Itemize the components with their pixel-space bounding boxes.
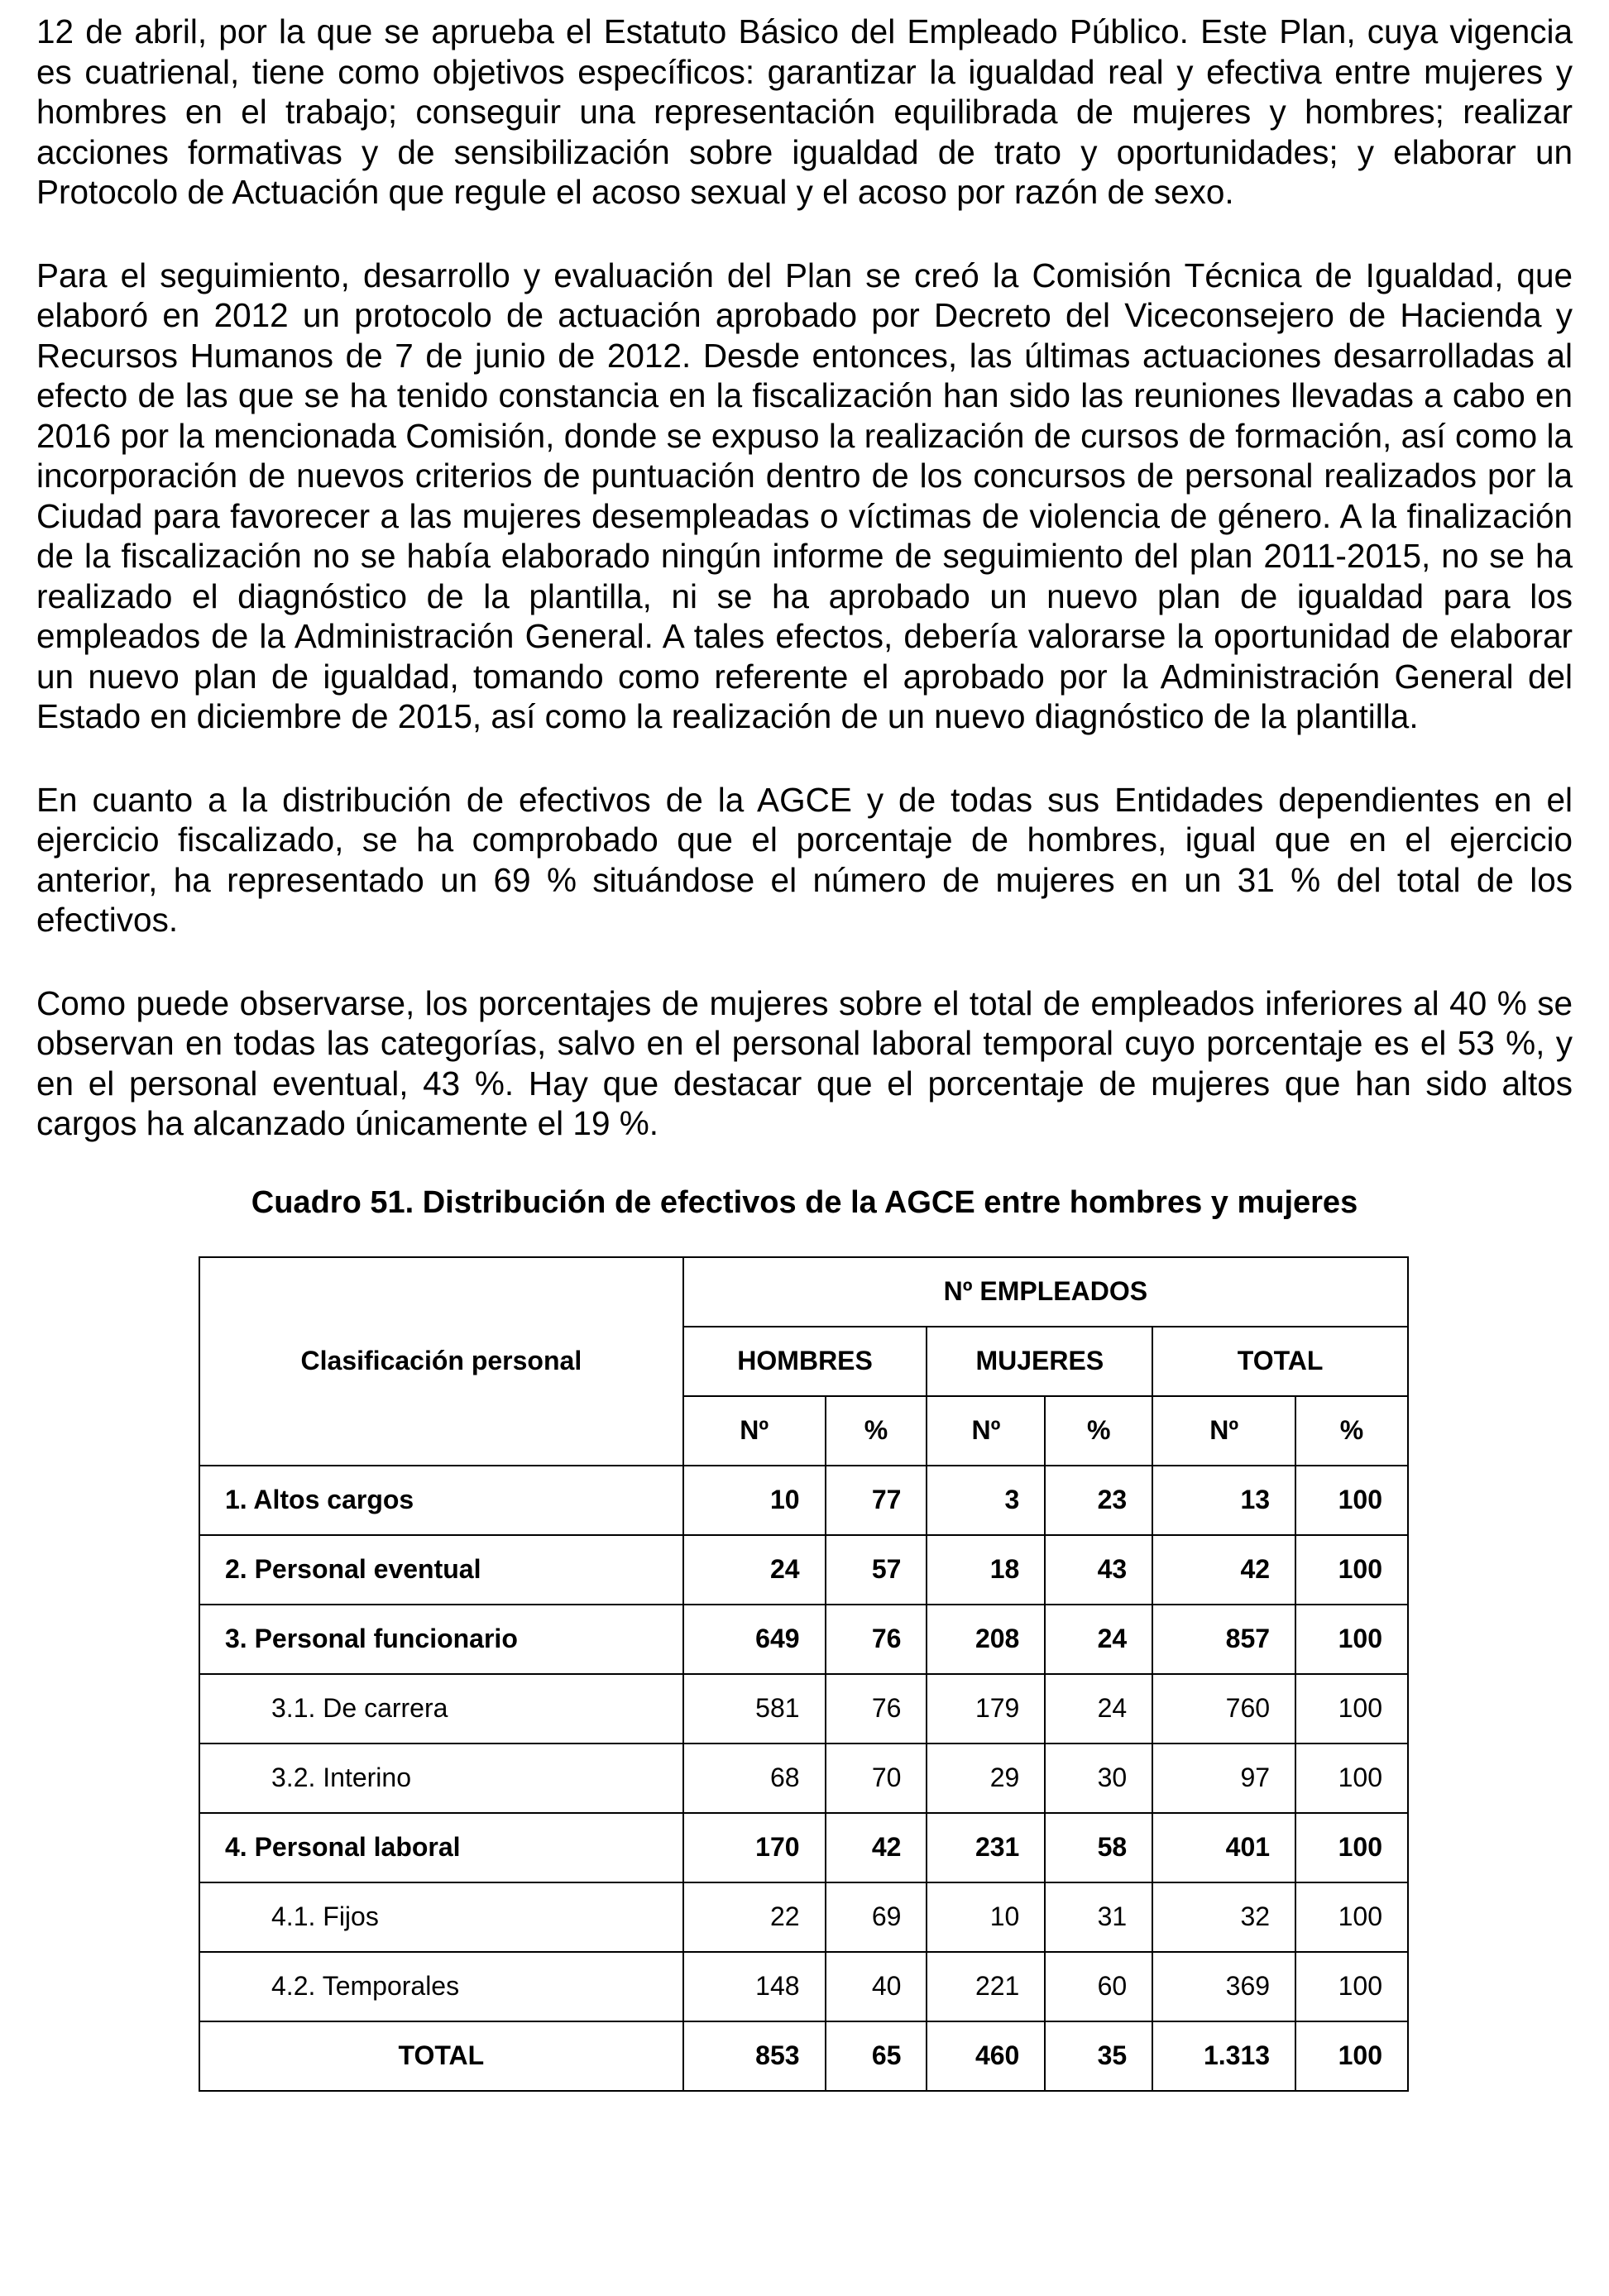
cell-men-percent: 69	[826, 1882, 927, 1952]
table-row	[199, 1813, 1408, 1882]
table-row	[199, 2021, 1408, 2091]
cell-total-number: 1.313	[1152, 2021, 1295, 2091]
header-women-percent: %	[1045, 1396, 1152, 1466]
table-row	[199, 1535, 1408, 1605]
cell-women-percent: 24	[1045, 1605, 1152, 1674]
cell-women-percent: 23	[1045, 1466, 1152, 1535]
cell-total-percent: 100	[1295, 1744, 1408, 1813]
header-men-percent: %	[826, 1396, 927, 1466]
cell-women-percent: 43	[1045, 1535, 1152, 1605]
row-label: 3.1. De carrera	[199, 1674, 683, 1744]
cell-total-percent: 100	[1295, 1813, 1408, 1882]
cell-women-number: 29	[927, 1744, 1045, 1813]
table-row	[199, 1466, 1408, 1535]
cell-women-number: 208	[927, 1605, 1045, 1674]
cell-men-number: 24	[683, 1535, 826, 1605]
cell-total-number: 369	[1152, 1952, 1295, 2021]
row-label: 3.2. Interino	[199, 1744, 683, 1813]
header-total: TOTAL	[1152, 1327, 1408, 1396]
table-row	[199, 1744, 1408, 1813]
cell-total-percent: 100	[1295, 1882, 1408, 1952]
staff-distribution-table	[199, 1256, 1409, 2092]
table-row	[199, 1952, 1408, 2021]
cell-women-number: 3	[927, 1466, 1045, 1535]
cell-total-percent: 100	[1295, 1605, 1408, 1674]
header-men-number: Nº	[683, 1396, 826, 1466]
row-label: TOTAL	[199, 2021, 683, 2091]
cell-men-number: 581	[683, 1674, 826, 1744]
cell-men-percent: 76	[826, 1605, 927, 1674]
cell-women-percent: 58	[1045, 1813, 1152, 1882]
cell-total-number: 32	[1152, 1882, 1295, 1952]
cell-total-percent: 100	[1295, 1466, 1408, 1535]
row-label: 4. Personal laboral	[199, 1813, 683, 1882]
paragraph-plan-objectives: 12 de abril, por la que se aprueba el Estatuto Básico del Empleado Público. Este Plan, cuya vigencia es cuatrienal, tiene como objetivos específicos: garantizar la igualdad real y efectiva entre mujeres y hombres en el trabajo; conseguir una representación equilibrada de mujeres y hombres; realizar acciones formativas y de sensibilización sobre igualdad de trato y oportunidades; y elaborar un Protocolo de Actuación que regule el acoso sexual y el acoso por razón de sexo.	[36, 12, 1573, 211]
cell-women-percent: 35	[1045, 2021, 1152, 2091]
cell-total-number: 97	[1152, 1744, 1295, 1813]
header-classification: Clasificación personal	[199, 1257, 683, 1466]
header-women-number: Nº	[927, 1396, 1045, 1466]
cell-men-percent: 70	[826, 1744, 927, 1813]
cell-women-number: 221	[927, 1952, 1045, 2021]
cell-total-number: 42	[1152, 1535, 1295, 1605]
cell-total-number: 760	[1152, 1674, 1295, 1744]
table-row	[199, 1882, 1408, 1952]
cell-total-number: 401	[1152, 1813, 1295, 1882]
cell-men-number: 853	[683, 2021, 826, 2091]
cell-total-number: 857	[1152, 1605, 1295, 1674]
row-label: 4.2. Temporales	[199, 1952, 683, 2021]
cell-total-percent: 100	[1295, 1535, 1408, 1605]
row-label: 1. Altos cargos	[199, 1466, 683, 1535]
header-women: MUJERES	[927, 1327, 1152, 1396]
header-employees: Nº EMPLEADOS	[683, 1257, 1408, 1327]
header-total-percent: %	[1295, 1396, 1408, 1466]
cell-men-number: 10	[683, 1466, 826, 1535]
paragraph-equality-commission: Para el seguimiento, desarrollo y evaluación del Plan se creó la Comisión Técnica de Igualdad, que elaboró en 2012 un protocolo de actuación aprobado por Decreto del Viceconsejero de Hacienda y Recursos Humanos de 7 de junio de 2012. Desde entonces, las últimas actuaciones desarrolladas al efecto de las que se ha tenido constancia en la fiscalización han sido las reuniones llevadas a cabo en 2016 por la mencionada Comisión, donde se expuso la realización de cursos de formación, así como la incorporación de nuevos criterios de puntuación dentro de los concursos de personal realizados por la Ciudad para favorecer a las mujeres desempleadas o víctimas de violencia de género. A la finalización de la fiscalización no se había elaborado ningún informe de seguimiento del plan 2011-2015, no se ha realizado el diagnóstico de la plantilla, ni se ha aprobado un nuevo plan de igualdad para los empleados de la Administración General. A tales efectos, debería valorarse la oportunidad de elaborar un nuevo plan de igualdad, tomando como referente el aprobado por la Administración General del Estado en diciembre de 2015, así como la realización de un nuevo diagnóstico de la plantilla.	[36, 256, 1573, 735]
header-men: HOMBRES	[683, 1327, 927, 1396]
table-header-row-1	[199, 1257, 1408, 1327]
cell-men-number: 22	[683, 1882, 826, 1952]
cell-total-percent: 100	[1295, 2021, 1408, 2091]
cell-men-number: 170	[683, 1813, 826, 1882]
row-label: 4.1. Fijos	[199, 1882, 683, 1952]
cell-men-percent: 40	[826, 1952, 927, 2021]
table-row	[199, 1674, 1408, 1744]
cell-women-percent: 24	[1045, 1674, 1152, 1744]
header-total-number: Nº	[1152, 1396, 1295, 1466]
cell-men-number: 68	[683, 1744, 826, 1813]
cell-women-number: 231	[927, 1813, 1045, 1882]
document-page	[36, 12, 1573, 2092]
cell-men-percent: 65	[826, 2021, 927, 2091]
cell-total-percent: 100	[1295, 1952, 1408, 2021]
cell-women-number: 179	[927, 1674, 1045, 1744]
paragraph-staff-distribution: En cuanto a la distribución de efectivos de la AGCE y de todas sus Entidades dependientes en el ejercicio fiscalizado, se ha comprobado que el porcentaje de hombres, igual que en el ejercicio anterior, ha representado un 69 % situándose el número de mujeres en un 31 % del total de los efectivos.	[36, 780, 1573, 939]
cell-women-number: 460	[927, 2021, 1045, 2091]
cell-men-percent: 76	[826, 1674, 927, 1744]
cell-men-percent: 77	[826, 1466, 927, 1535]
cell-women-number: 10	[927, 1882, 1045, 1952]
paragraph-women-percentages: Como puede observarse, los porcentajes de mujeres sobre el total de empleados inferiores al 40 % se observan en todas las categorías, salvo en el personal laboral temporal cuyo porcentaje es el 53 %, y en el personal eventual, 43 %. Hay que destacar que el porcentaje de mujeres que han sido altos cargos ha alcanzado únicamente el 19 %.	[36, 983, 1573, 1142]
cell-women-percent: 31	[1045, 1882, 1152, 1952]
row-label: 2. Personal eventual	[199, 1535, 683, 1605]
cell-men-percent: 57	[826, 1535, 927, 1605]
cell-women-percent: 30	[1045, 1744, 1152, 1813]
table-caption: Cuadro 51. Distribución de efectivos de la AGCE entre hombres y mujeres	[251, 1184, 1358, 1220]
row-label: 3. Personal funcionario	[199, 1605, 683, 1674]
cell-total-number: 13	[1152, 1466, 1295, 1535]
cell-total-percent: 100	[1295, 1674, 1408, 1744]
cell-women-number: 18	[927, 1535, 1045, 1605]
cell-men-number: 148	[683, 1952, 826, 2021]
cell-men-number: 649	[683, 1605, 826, 1674]
cell-women-percent: 60	[1045, 1952, 1152, 2021]
cell-men-percent: 42	[826, 1813, 927, 1882]
table-row	[199, 1605, 1408, 1674]
